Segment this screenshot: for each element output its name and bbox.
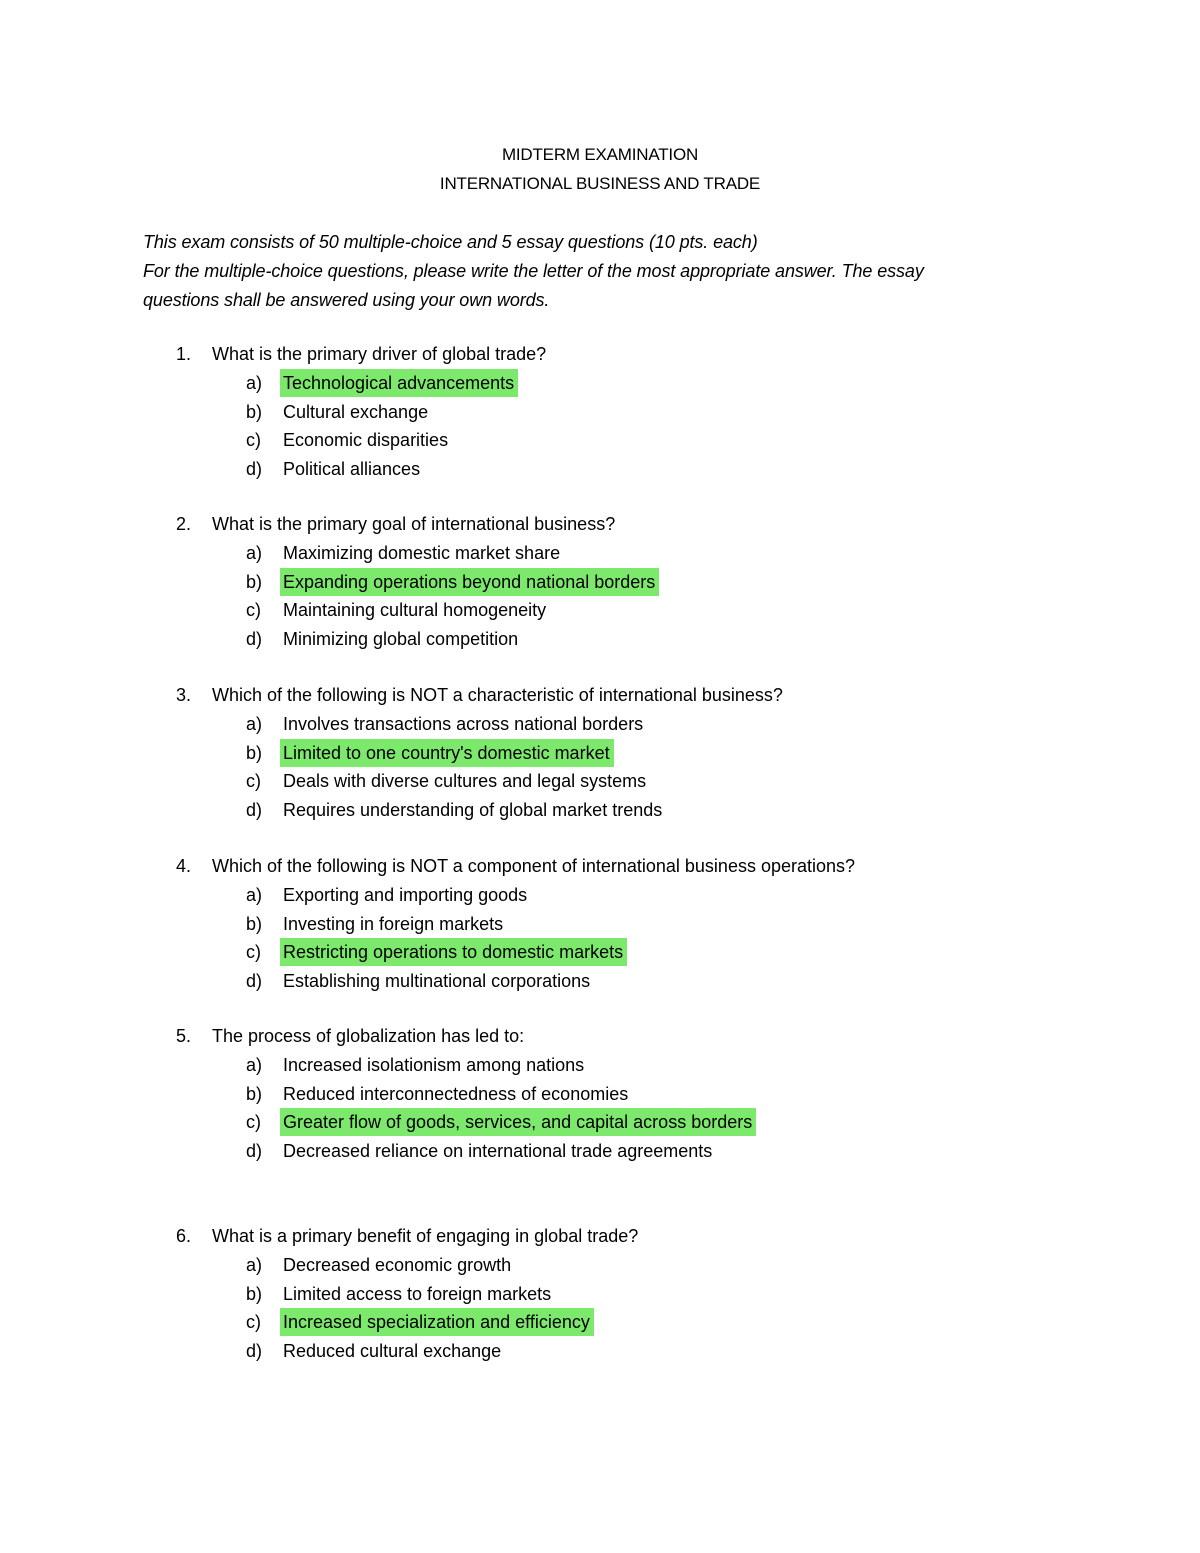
question-number: 4. xyxy=(176,856,192,876)
option-text: Maximizing domestic market share xyxy=(283,543,561,563)
option-letter: a) xyxy=(246,1255,263,1275)
option-text-highlighted-answer: Greater flow of goods, services, and capital across borders xyxy=(280,1108,756,1136)
question-number: 2. xyxy=(176,514,192,534)
question-text: What is a primary benefit of engaging in global trade? xyxy=(212,1226,639,1246)
option-text: Decreased economic growth xyxy=(283,1255,512,1275)
option-letter: d) xyxy=(246,629,263,650)
option-text-highlighted-answer: Technological advancements xyxy=(280,369,518,397)
option-letter: a) xyxy=(246,714,263,734)
exam-instructions xyxy=(143,228,1073,315)
option-letter: d) xyxy=(246,459,263,480)
option-text-highlighted-answer: Expanding operations beyond national borders xyxy=(280,568,659,596)
option-text: Limited access to foreign markets xyxy=(283,1283,552,1304)
option-letter: c) xyxy=(246,600,261,621)
option-letter: c) xyxy=(246,430,261,451)
exam-subtitle: INTERNATIONAL BUSINESS AND TRADE xyxy=(439,174,761,193)
option-text: Deals with diverse cultures and legal systems xyxy=(283,771,647,792)
option-letter: c) xyxy=(246,1312,261,1333)
option-text: Reduced cultural exchange xyxy=(283,1341,502,1362)
option-text: Political alliances xyxy=(283,459,421,480)
option-text: Exporting and importing goods xyxy=(283,885,528,905)
question-text: The process of globalization has led to: xyxy=(212,1026,525,1046)
option-text: Establishing multinational corporations xyxy=(283,971,591,992)
option-letter: b) xyxy=(246,742,263,763)
option-text: Decreased reliance on international trade agreements xyxy=(283,1141,713,1162)
option-letter: a) xyxy=(246,543,263,563)
option-letter: b) xyxy=(246,571,263,592)
option-letter: b) xyxy=(246,913,263,934)
option-text-highlighted-answer: Limited to one country's domestic market xyxy=(280,739,614,767)
question-number: 5. xyxy=(176,1026,192,1046)
exam-title: MIDTERM EXAMINATION xyxy=(501,145,699,164)
instructions-line: questions shall be answered using your own words. xyxy=(143,290,550,310)
question-text: Which of the following is NOT a component of international business operations? xyxy=(212,856,856,876)
option-letter: d) xyxy=(246,800,263,821)
option-text: Involves transactions across national borders xyxy=(283,714,644,734)
question-number: 3. xyxy=(176,685,192,705)
option-text: Investing in foreign markets xyxy=(283,913,504,934)
option-text: Cultural exchange xyxy=(283,401,429,422)
option-text-highlighted-answer: Restricting operations to domestic markets xyxy=(280,938,627,966)
option-letter: c) xyxy=(246,1112,261,1133)
option-text: Requires understanding of global market trends xyxy=(283,800,663,821)
option-text: Economic disparities xyxy=(283,430,449,451)
option-letter: d) xyxy=(246,971,263,992)
option-text-highlighted-answer: Increased specialization and efficiency xyxy=(280,1308,594,1336)
question-text: What is the primary driver of global trade? xyxy=(212,344,547,364)
option-letter: c) xyxy=(246,942,261,963)
option-text: Minimizing global competition xyxy=(283,629,519,650)
option-letter: d) xyxy=(246,1141,263,1162)
option-letter: a) xyxy=(246,885,263,905)
option-letter: b) xyxy=(246,401,263,422)
question-text: Which of the following is NOT a characteristic of international business? xyxy=(212,685,783,705)
option-text: Reduced interconnectedness of economies xyxy=(283,1083,629,1104)
option-letter: a) xyxy=(246,1055,263,1075)
option-letter: c) xyxy=(246,771,261,792)
question-number: 1. xyxy=(176,344,192,364)
option-text: Maintaining cultural homogeneity xyxy=(283,600,547,621)
option-letter: b) xyxy=(246,1283,263,1304)
option-text: Increased isolationism among nations xyxy=(283,1055,585,1075)
option-letter: b) xyxy=(246,1083,263,1104)
instructions-line: This exam consists of 50 multiple-choice and 5 essay questions (10 pts. each) xyxy=(143,232,758,252)
question-text: What is the primary goal of international business? xyxy=(212,514,616,534)
instructions-line: For the multiple-choice questions, please write the letter of the most appropriate answer. The essay xyxy=(143,261,924,281)
question-number: 6. xyxy=(176,1226,192,1246)
option-letter: a) xyxy=(246,373,263,393)
option-letter: d) xyxy=(246,1341,263,1362)
